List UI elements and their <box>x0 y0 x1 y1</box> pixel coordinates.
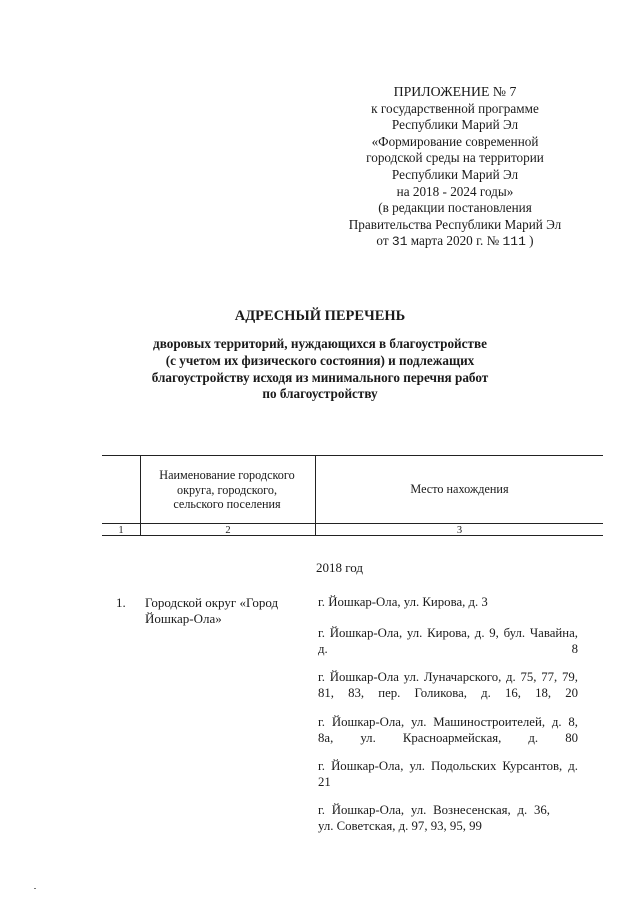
doc-number: 111 <box>502 234 526 250</box>
date-rest: марта 2020 г. № <box>410 233 500 249</box>
appendix-line: к государственной программе <box>371 100 539 116</box>
address-item: г. Йошкар-Ола, ул. Кирова, д. 9, бул. Чавайна, д. 8 <box>318 626 578 656</box>
address-item: г. Йошкар-Ола ул. Луначарского, д. 75, 77, 79, 81, 83, пер. Голикова, д. 16, 18, 20 <box>318 670 578 700</box>
address-item: г. Йошкар-Ола, ул. Машиностроителей, д. 8, 8а, ул. Красноармейская, д. 80 <box>318 715 578 745</box>
subtitle-line: дворовых территорий, нуждающихся в благоустройстве <box>153 336 487 351</box>
address-item: г. Йошкар-Ола, ул. Подольских Курсантов, д. 21 <box>318 759 578 789</box>
address-item: г. Йошкар-Ола, ул. Кирова, д. 3 <box>318 595 488 609</box>
appendix-line: Правительства Республики Марий Эл <box>348 216 562 232</box>
row-district: Городской округ «Город Йошкар-Ола» <box>145 595 279 626</box>
date-day: 31 <box>391 234 408 250</box>
scan-speck <box>34 888 36 889</box>
appendix-block <box>330 84 580 251</box>
subtitle-line: благоустройству исходя из минимального перечня работ <box>151 369 489 385</box>
appendix-line: городской среды на территории <box>366 150 544 166</box>
subtitle-line: (с учетом их физического состояния) и подлежащих <box>165 352 475 368</box>
header-cell-1 <box>102 455 140 523</box>
appendix-line: Республики Марий Эл <box>391 166 519 182</box>
date-prefix: от <box>376 233 389 249</box>
appendix-line: (в редакции постановления <box>378 200 532 216</box>
row-number: 1. <box>116 595 126 610</box>
subtitle-line: по благоустройству <box>262 386 378 402</box>
column-number: 3 <box>456 524 463 536</box>
address-item: г. Йошкар-Ола, ул. Вознесенская, д. 36, ул. Советская, д. 97, 93, 95, 99 <box>318 803 550 833</box>
header-cell-district: Наименование городского округа, городского, сельского поселения <box>159 468 295 512</box>
date-close: ) <box>529 233 534 249</box>
appendix-line: на 2018 - 2024 годы» <box>396 183 514 199</box>
header-cell-location: Место нахождения <box>410 481 509 496</box>
appendix-date-line <box>330 233 580 251</box>
appendix-line: Республики Марий Эл <box>391 117 519 133</box>
document-subtitle <box>100 336 540 403</box>
column-number: 2 <box>225 524 231 536</box>
appendix-title: ПРИЛОЖЕНИЕ № 7 <box>393 84 517 99</box>
year-label: 2018 год <box>316 560 363 575</box>
appendix-line: «Формирование современной <box>371 133 539 149</box>
document-heading: АДРЕСНЫЙ ПЕРЕЧЕНЬ <box>234 308 406 324</box>
column-number: 1 <box>118 524 124 536</box>
